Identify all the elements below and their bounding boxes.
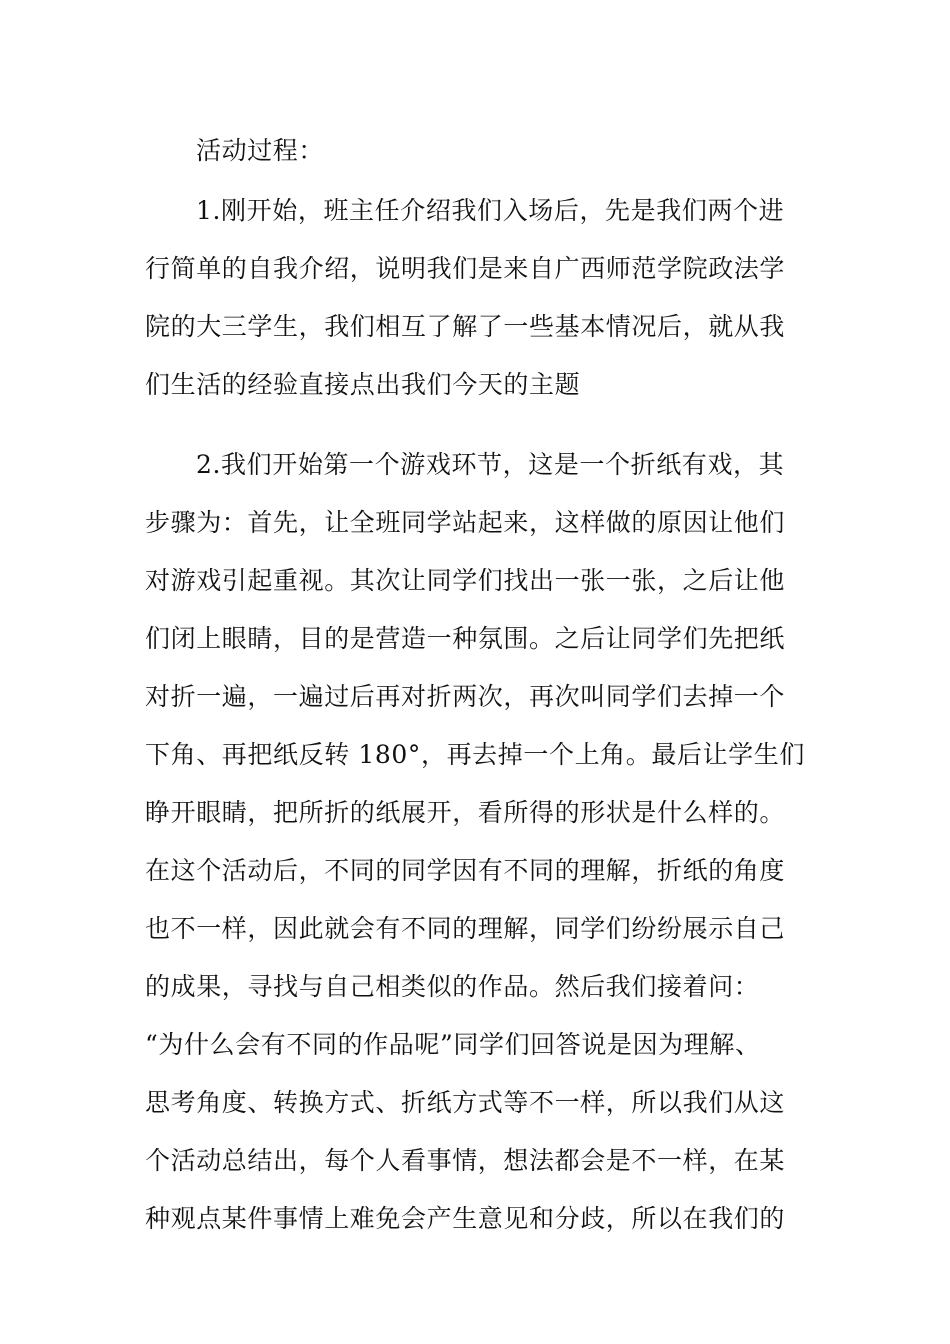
paragraph-2-line-14: 种观点某件事情上难免会产生意见和分歧，所以在我们的 — [145, 1204, 786, 1233]
paragraph-1-line-4: 们生活的经验直接点出我们今天的主题 — [145, 370, 581, 399]
paragraph-2-line-1: 2.我们开始第一个游戏环节，这是一个折纸有戏，其 — [196, 450, 785, 479]
section-heading: 活动过程： — [196, 136, 325, 165]
paragraph-2-line-6: 下角、再把纸反转 180°，再去掉一个上角。最后让学生们 — [145, 740, 805, 769]
paragraph-1-line-3: 院的大三学生，我们相互了解了一些基本情况后，就从我 — [145, 312, 786, 341]
paragraph-2-line-2: 步骤为：首先，让全班同学站起来，这样做的原因让他们 — [145, 508, 786, 537]
paragraph-2-line-9: 也不一样，因此就会有不同的理解，同学们纷纷展示自己 — [145, 914, 786, 943]
paragraph-2-line-4: 们闭上眼睛，目的是营造一种氛围。之后让同学们先把纸 — [145, 624, 786, 653]
paragraph-2-line-5: 对折一遍，一遍过后再对折两次，再次叫同学们去掉一个 — [145, 682, 786, 711]
paragraph-2-line-3: 对游戏引起重视。其次让同学们找出一张一张，之后让他 — [145, 566, 786, 595]
paragraph-2-line-8: 在这个活动后，不同的同学因有不同的理解，折纸的角度 — [145, 856, 786, 885]
paragraph-2-line-7: 睁开眼睛，把所折的纸展开，看所得的形状是什么样的。 — [145, 798, 786, 827]
paragraph-1-line-2: 行简单的自我介绍，说明我们是来自广西师范学院政法学 — [145, 254, 786, 283]
paragraph-1-line-1: 1.刚开始，班主任介绍我们入场后，先是我们两个进 — [196, 196, 785, 225]
paragraph-2-line-11: “为什么会有不同的作品呢”同学们回答说是因为理解、 — [145, 1030, 761, 1059]
paragraph-2-line-12: 思考角度、转换方式、折纸方式等不一样，所以我们从这 — [145, 1088, 786, 1117]
paragraph-2-line-10: 的成果，寻找与自己相类似的作品。然后我们接着问： — [145, 972, 760, 1001]
paragraph-2-line-13: 个活动总结出，每个人看事情，想法都会是不一样，在某 — [145, 1146, 786, 1175]
